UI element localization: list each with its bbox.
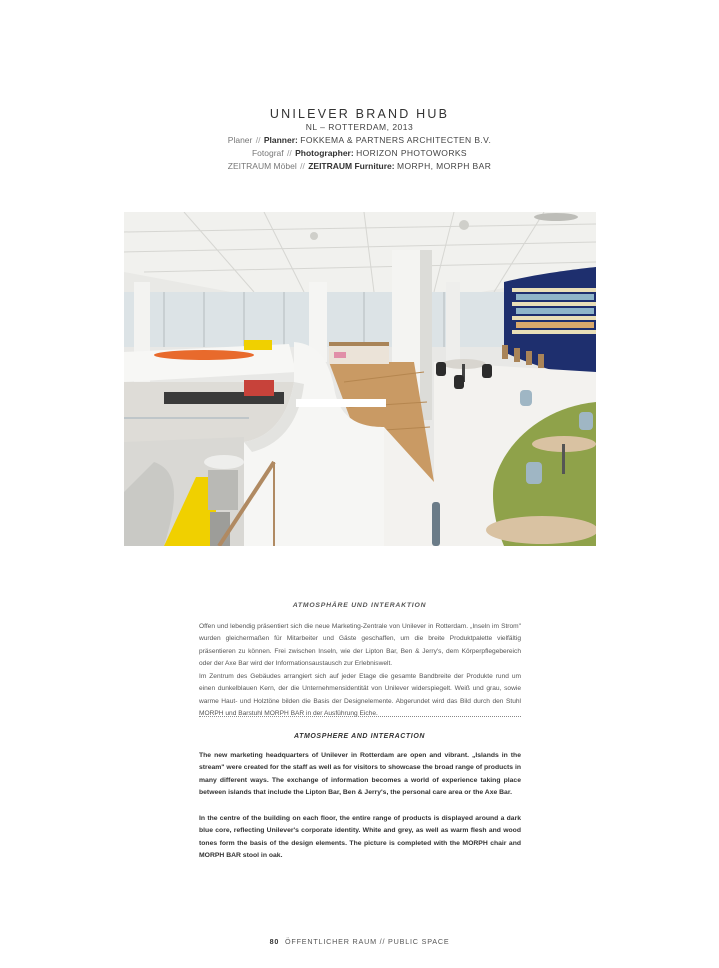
page-footer bbox=[0, 937, 719, 946]
furniture-line bbox=[0, 161, 719, 171]
furniture-label-de: ZEITRAUM Möbel bbox=[227, 161, 297, 171]
section-heading-en: ATMOSPHERE AND INTERACTION bbox=[293, 732, 426, 740]
planner-value: FOKKEMA & PARTNERS ARCHITECTEN B.V. bbox=[300, 135, 492, 145]
interior-photo bbox=[124, 212, 596, 546]
project-title: UNILEVER BRAND HUB bbox=[269, 107, 450, 122]
planner-label-en: Planner: bbox=[263, 135, 298, 145]
section-heading-de: ATMOSPHÄRE UND INTERAKTION bbox=[292, 601, 427, 609]
page-number: 80 bbox=[269, 937, 280, 946]
paragraph-de-1: Offen und lebendig präsentiert sich die neue Marketing-Zentrale von Unilever in Rotterdam. „Inseln im Strom" wurden gleichermaßen für Mitarbeiter und Gäste geschaffen, um die breite Produktpalette vielfältig präsentieren zu können. Frei zwischen Inseln, wie der Lipton Bar, Ben & Jerry's, dem Körperpflegebereich oder der Axe Bar wird der Informationsaustausch zur Erlebniswelt. bbox=[199, 622, 521, 668]
planner-separator: // bbox=[255, 135, 261, 145]
footer-section: ÖFFENTLICHER RAUM // PUBLIC SPACE bbox=[284, 937, 450, 946]
photographer-label-de: Fotograf bbox=[251, 148, 284, 158]
section-divider bbox=[199, 716, 521, 717]
planner-label-de: Planer bbox=[227, 135, 253, 145]
photographer-label-en: Photographer: bbox=[295, 148, 354, 158]
photographer-separator: // bbox=[287, 148, 292, 158]
furniture-value: MORPH, MORPH BAR bbox=[397, 161, 492, 171]
paragraph-de-2: Im Zentrum des Gebäudes arrangiert sich auf jeder Etage die gesamte Bandbreite der Produkte rund um einen dunkelblauen Kern, der die Unternehmensidentität von Unilever widerspiegelt. Weiß und grau, sowie warme Haut- und Holztöne bilden die Basis der Designelemente. Abgerundet wird das Bild durch den Stuhl MORPH und Barstuhl MORPH BAR in der Ausführung Eiche. bbox=[199, 672, 521, 718]
furniture-label-en: ZEITRAUM Furniture: bbox=[308, 161, 395, 171]
planner-line bbox=[0, 135, 719, 145]
furniture-separator: // bbox=[300, 161, 305, 171]
photographer-value: HORIZON PHOTOWORKS bbox=[356, 148, 467, 158]
location-text: NL – ROTTERDAM, 2013 bbox=[305, 122, 414, 132]
paragraph-en-2: In the centre of the building on each floor, the entire range of products is displayed around a dark blue core, reflecting Unilever's corporate identity. White and grey, as well as warm flesh and wood tones form the basis of the design elements. The picture is completed with the MORPH chair and MORPH BAR stool in oak. bbox=[199, 814, 521, 860]
project-location bbox=[0, 122, 719, 132]
paragraph-en-1: The new marketing headquarters of Unilever in Rotterdam are open and vibrant. „Islands in the stream" were created for the staff as well as for visitors to showcase the broad range of products in many different ways. The exchange of information becomes a world of experience taking place between islands that include the Lipton Bar, Ben & Jerry's, the personal care area or the Axe Bar. bbox=[199, 751, 522, 797]
photographer-line bbox=[0, 148, 719, 158]
